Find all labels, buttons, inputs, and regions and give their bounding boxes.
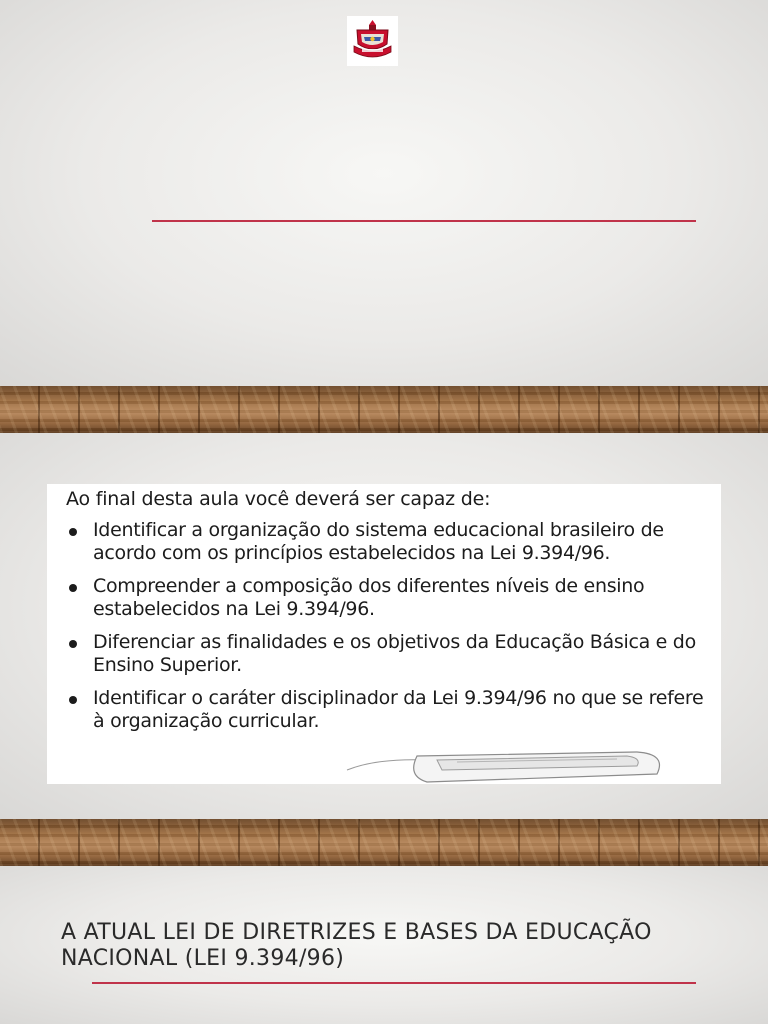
objectives-panel [47, 484, 721, 784]
bullet-icon [69, 528, 77, 536]
list-item: Diferenciar as finalidades e os objetivos da Educação Básica e do Ensino Superior. [47, 631, 721, 677]
objectives-list [47, 519, 721, 743]
university-crest-icon [347, 16, 398, 66]
list-item: Identificar a organização do sistema educacional brasileiro de acordo com os princípios estabelecidos na Lei 9.394/96. [47, 519, 721, 565]
list-item: Compreender a composição dos diferentes níveis de ensino estabelecidos na Lei 9.394/96. [47, 575, 721, 621]
title-divider [152, 220, 696, 222]
pen-illustration-icon [337, 750, 677, 784]
slide-3 [0, 866, 768, 1024]
slide-2 [0, 433, 768, 819]
bullet-icon [69, 584, 77, 592]
list-item: Identificar o caráter disciplinador da Lei 9.394/96 no que se refere à organização curricular. [47, 687, 721, 733]
slide-title: A ATUAL LEI DE DIRETRIZES E BASES DA EDUCAÇÃO NACIONAL (LEI 9.394/96) [61, 920, 652, 971]
title-divider [92, 982, 696, 984]
wood-floor-band [0, 819, 768, 866]
bullet-icon [69, 696, 77, 704]
wood-floor-band [0, 386, 768, 433]
bullet-icon [69, 640, 77, 648]
objectives-intro: Ao final desta aula você deverá ser capaz de: [66, 488, 491, 510]
slide-1 [0, 0, 768, 386]
